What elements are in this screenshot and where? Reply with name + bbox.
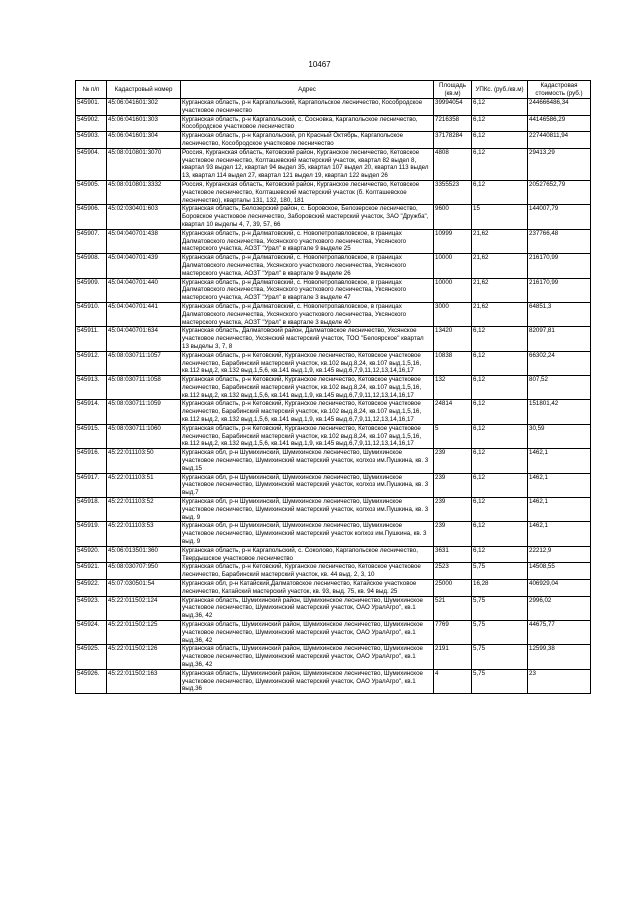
cell-cost: 66302,24 — [528, 351, 591, 375]
cell-upks: 21,62 — [472, 302, 528, 326]
cell-num: 545925. — [76, 645, 107, 669]
table-row — [76, 254, 591, 278]
cell-address: Курганская область, р-н Кетовский, Курганское лесничество, Кетовское участковое лесничество, Барабинский мастерский участок, кв.102 выд.8,24, кв.107 выд.1,5,16, кв.112 выд.2, кв.132 выд.1,5,6, кв.141 выд.1,9, кв.145 выд.6,7,9,11,12,13,14,16,17 — [181, 424, 434, 448]
cell-address: Курганская область, Шумихинский район, Шумихинское лесничество, Шумихинское участковое лесничество, Шумихинский мастерский участок, ОАО УралАгро", кв.1 выд.36, 42 — [181, 621, 434, 645]
cell-cost: 144007,79 — [528, 205, 591, 229]
cell-upks: 21,62 — [472, 254, 528, 278]
cell-cost: 1462,1 — [528, 498, 591, 522]
cell-area: 239 — [434, 449, 472, 473]
cell-cadastral: 45:22:011502:124 — [107, 596, 181, 620]
cell-area: 3631 — [434, 546, 472, 563]
cell-num: 545904. — [76, 148, 107, 180]
cell-cadastral: 45:08:030711:1059 — [107, 400, 181, 424]
cell-cost: 82097,81 — [528, 327, 591, 351]
cell-cadastral: 45:08:010801:3332 — [107, 180, 181, 204]
cell-num: 545909. — [76, 278, 107, 302]
table-header-row — [76, 81, 591, 99]
cell-upks: 6,12 — [472, 522, 528, 546]
cell-area: 239 — [434, 498, 472, 522]
cell-upks: 16,28 — [472, 580, 528, 597]
cell-cadastral: 45:22:011502:126 — [107, 645, 181, 669]
cell-address: Курганская обл, р-н Шумихинский, Шумихинское лесничество, Шумихинское участковое лесничество, Шумихинский мастерский участок, колхоз им.Пушкина, кв. 3 выд.15 — [181, 449, 434, 473]
cell-upks: 6,12 — [472, 148, 528, 180]
cell-address: Россия, Курганская область, Кетовский район, Курганское лесничество, Кетовское участковое лесничество, Колташевский мастерский участок (б. Колташевское лесничество), кварталы 131, 132, 180, 181 — [181, 180, 434, 204]
cell-cost: 30,59 — [528, 424, 591, 448]
table-row — [76, 99, 591, 116]
cell-cost: 1462,1 — [528, 473, 591, 497]
cell-upks: 6,12 — [472, 327, 528, 351]
cell-cadastral: 45:22:011103:52 — [107, 498, 181, 522]
cell-cost: 2996,02 — [528, 596, 591, 620]
table-row — [76, 473, 591, 497]
cell-upks: 6,12 — [472, 99, 528, 116]
cell-cadastral: 45:04:040701:440 — [107, 278, 181, 302]
cell-upks: 6,12 — [472, 400, 528, 424]
cell-address: Курганская область, р-н Кетовский, Курганское лесничество, Кетовское участковое лесничество, Барабинский мастерский участок, кв. 44 выд. 2, 3, 10 — [181, 563, 434, 580]
cell-address: Курганская область, р-н Кетовский, Курганское лесничество, Кетовское участковое лесничество, Барабинский мастерский участок, кв.102 выд.8,24, кв.107 выд.1,5,16, кв.112 выд.2, кв.132 выд.1,5,6, кв.141 выд.1,9, кв.145 выд.6,7,9,11,12,13,14,16,17 — [181, 376, 434, 400]
cell-cost: 22212,9 — [528, 546, 591, 563]
cell-area: 239 — [434, 522, 472, 546]
cell-address: Курганская область, Шумихинский район, Шумихинское лесничество, Шумихинское участковое лесничество, Шумихинский мастерский участок, ОАО УралАгро", кв.1 выд.36, 42 — [181, 645, 434, 669]
cell-cadastral: 45:07:030501:54 — [107, 580, 181, 597]
cell-area: 521 — [434, 596, 472, 620]
cell-address: Курганская область, р-н Каргапольский, с. Сосновка, Каргапольское лесничество, Кособродское участковое лесничество — [181, 115, 434, 132]
cell-area: 10000 — [434, 254, 472, 278]
cell-num: 545910. — [76, 302, 107, 326]
header-area: Площадь (кв.м) — [434, 81, 472, 99]
cell-address: Курганская область, Белозерский район, с. Боровское, Белозерское лесничество, Боровское участковое лесничество, Заборовский мастерский участок, ЗАО "Дружба", квартал 10 выделы 4, 7, 39, 57, 66 — [181, 205, 434, 229]
cell-upks: 6,12 — [472, 180, 528, 204]
cell-upks: 5,75 — [472, 563, 528, 580]
cell-upks: 6,12 — [472, 546, 528, 563]
cell-num: 545916. — [76, 449, 107, 473]
cell-cost: 64851,3 — [528, 302, 591, 326]
cell-address: Курганская область, р-н Далматовский, с. Новопетропавловское, в границах Далматовского лесничества, Уксянского участкового лесничества, Уксянского мастерского участка, АОЗТ "Урал" в квартале 9 выделе 26 — [181, 254, 434, 278]
cell-cost: 12599,38 — [528, 645, 591, 669]
cell-cadastral: 45:08:030711:1058 — [107, 376, 181, 400]
cell-upks: 6,12 — [472, 351, 528, 375]
cell-upks: 21,62 — [472, 229, 528, 253]
cell-area: 239 — [434, 473, 472, 497]
cell-cost: 216170,99 — [528, 278, 591, 302]
header-num: № п/п — [76, 81, 107, 99]
cell-upks: 6,12 — [472, 132, 528, 149]
cell-cadastral: 45:06:041601:303 — [107, 115, 181, 132]
cell-num: 545923. — [76, 596, 107, 620]
cell-address: Курганская область, р-н Кетовский, Курганское лесничество, Кетовское участковое лесничество, Барабинский мастерский участок, кв.102 выд.8,24, кв.107 выд.1,5,16, кв.112 выд.2, кв.132 выд.1,5,6, кв.141 выд.1,9, кв.145 выд.6,7,9,11,12,13,14,16,17 — [181, 351, 434, 375]
table-row — [76, 596, 591, 620]
cell-address: Курганская область, Шумихинский район, Шумихинское лесничество, Шумихинское участковое лесничество, Шумихинский мастерский участок, ОАО УралАгро", кв.1 выд.36, 42 — [181, 596, 434, 620]
cell-cadastral: 45:08:010801:3070 — [107, 148, 181, 180]
header-address: Адрес — [181, 81, 434, 99]
table-row — [76, 546, 591, 563]
cell-num: 545905. — [76, 180, 107, 204]
cell-address: Курганская область, р-н Каргапольский, Каргапольское лесничество, Кособродское участковое лесничество — [181, 99, 434, 116]
cell-upks: 5,75 — [472, 621, 528, 645]
cell-num: 545908. — [76, 254, 107, 278]
table-row — [76, 522, 591, 546]
cell-cost: 44675,77 — [528, 621, 591, 645]
cell-upks: 6,12 — [472, 473, 528, 497]
cell-area: 10838 — [434, 351, 472, 375]
cell-upks: 21,62 — [472, 278, 528, 302]
cell-area: 25000 — [434, 580, 472, 597]
cell-upks: 5,75 — [472, 596, 528, 620]
cell-address: Курганская область, р-н Далматовский, с. Новопетропавловское, в границах Далматовского лесничества, Уксянского участкового лесничества, Уксянского мастерского участка, АОЗТ "Урал" в квартале 9 выделе 25 — [181, 229, 434, 253]
cell-address: Курганская обл, р-н Катайский,Далматовское лесничество, Катайское участковое лесничество, Катайский мастерский участок, кв. 93, выд. 75, кв. 94 выд. 25 — [181, 580, 434, 597]
cell-upks: 6,12 — [472, 424, 528, 448]
table-row — [76, 449, 591, 473]
cell-address: Курганская область, р-н Каргапольский, рп Красный Октябрь, Каргапольское лесничество, Кособродское участковое лесничество — [181, 132, 434, 149]
cell-area: 3355523 — [434, 180, 472, 204]
cell-upks: 6,12 — [472, 498, 528, 522]
cell-cost: 227440811,94 — [528, 132, 591, 149]
cell-cadastral: 45:08:030711:1060 — [107, 424, 181, 448]
cell-address: Курганская область, р-н Далматовский, с. Новопетропавловское, в границах Далматовского лесничества, Уксянского участкового лесничества, Уксянского мастерского участка, АОЗТ "Урал" в квартале 3 выделе 47 — [181, 278, 434, 302]
cell-num: 545914. — [76, 400, 107, 424]
cell-cost: 1462,1 — [528, 449, 591, 473]
table-row — [76, 148, 591, 180]
cell-num: 545920. — [76, 546, 107, 563]
table-row — [76, 229, 591, 253]
table-row — [76, 563, 591, 580]
cell-cadastral: 45:08:030711:1057 — [107, 351, 181, 375]
cell-cost: 244666486,34 — [528, 99, 591, 116]
cell-address: Россия, Курганская область, Кетовский район, Курганское лесничество, Кетовское участковое лесничество, Колташевский мастерский участок, квартал 82 выдел 8, квартал 93 выдел 12, квартал 94 выдел 35, квартал 107 выдел 20, квартал 113 выдел 13, квартал 114 выдел 27, квартал 121 выдел 19, квартал 122 выдел 26 — [181, 148, 434, 180]
cell-area: 10000 — [434, 278, 472, 302]
cell-cost: 151801,42 — [528, 400, 591, 424]
cell-area: 4808 — [434, 148, 472, 180]
cell-area: 7769 — [434, 621, 472, 645]
cell-address: Курганская область, р-н Кетовский, Курганское лесничество, Кетовское участковое лесничество, Барабинский мастерский участок, кв.102 выд.8,24, кв.107 выд.1,5,16, кв.112 выд.2, кв.132 выд.1,5,6, кв.141 выд.1,9, кв.145 выд.6,7,9,11,12,13,14,16,17 — [181, 400, 434, 424]
table-row — [76, 327, 591, 351]
cell-address: Курганская область, Далматовский район, Далматовское лесничество, Уксянское участковое лесничество, Уксянский мастерский участок, ТОО "Белоярское" квартал 13 выделы 3, 7, 8 — [181, 327, 434, 351]
cell-upks: 15 — [472, 205, 528, 229]
table-row — [76, 302, 591, 326]
cell-cost: 23 — [528, 669, 591, 693]
cell-cadastral: 45:22:011103:50 — [107, 449, 181, 473]
cell-area: 10999 — [434, 229, 472, 253]
cell-cost: 237766,48 — [528, 229, 591, 253]
cell-area: 2523 — [434, 563, 472, 580]
cell-upks: 5,75 — [472, 645, 528, 669]
table-row — [76, 580, 591, 597]
cell-cost: 216170,99 — [528, 254, 591, 278]
cell-address: Курганская область, Шумихинский район, Шумихинское лесничество, Шумихинское участковое лесничество, Шумихинский мастерский участок, ОАО УралАгро", кв.1 выд.36 — [181, 669, 434, 693]
cell-num: 545917. — [76, 473, 107, 497]
table-row — [76, 132, 591, 149]
table-row — [76, 205, 591, 229]
cell-cadastral: 45:22:011103:51 — [107, 473, 181, 497]
cell-num: 545922. — [76, 580, 107, 597]
cell-cost: 29413,29 — [528, 148, 591, 180]
cell-num: 545906. — [76, 205, 107, 229]
cell-num: 545921. — [76, 563, 107, 580]
cell-cadastral: 45:04:040701:439 — [107, 254, 181, 278]
table-row — [76, 424, 591, 448]
cell-cadastral: 45:02:030401:603 — [107, 205, 181, 229]
table-row — [76, 400, 591, 424]
cell-area: 132 — [434, 376, 472, 400]
cell-num: 545911. — [76, 327, 107, 351]
cell-cadastral: 45:06:013501:360 — [107, 546, 181, 563]
cell-num: 545902. — [76, 115, 107, 132]
table-row — [76, 180, 591, 204]
cell-cadastral: 45:22:011502:163 — [107, 669, 181, 693]
cell-area: 2191 — [434, 645, 472, 669]
cell-num: 545907. — [76, 229, 107, 253]
cell-num: 545913. — [76, 376, 107, 400]
cell-area: 4 — [434, 669, 472, 693]
cell-area: 24814 — [434, 400, 472, 424]
cell-cost: 406929,04 — [528, 580, 591, 597]
cell-area: 7216358 — [434, 115, 472, 132]
cell-area: 3000 — [434, 302, 472, 326]
cell-cost: 20527652,79 — [528, 180, 591, 204]
cell-area: 37178284 — [434, 132, 472, 149]
cell-cadastral: 45:04:040701:634 — [107, 327, 181, 351]
header-cost: Кадастровая стоимость (руб.) — [528, 81, 591, 99]
cell-num: 545912. — [76, 351, 107, 375]
cell-num: 545918. — [76, 498, 107, 522]
cell-cadastral: 45:22:011502:125 — [107, 621, 181, 645]
cell-cadastral: 45:04:040701:438 — [107, 229, 181, 253]
cell-area: 9600 — [434, 205, 472, 229]
header-cadastral: Кадастровый номер — [107, 81, 181, 99]
cadastral-table — [75, 80, 591, 694]
page-number: 10467 — [308, 60, 331, 69]
cell-cadastral: 45:22:011103:53 — [107, 522, 181, 546]
cell-upks: 5,75 — [472, 669, 528, 693]
header-upks: УПКс. (руб./кв.м) — [472, 81, 528, 99]
cell-cadastral: 45:04:040701:441 — [107, 302, 181, 326]
table-row — [76, 376, 591, 400]
cell-cost: 1462,1 — [528, 522, 591, 546]
table-row — [76, 621, 591, 645]
table-row — [76, 498, 591, 522]
cell-address: Курганская обл, р-н Шумихинский, Шумихинское лесничество, Шумихинское участковое лесничество, Шумихинский мастерский участок колхоз им.Пушкина, кв. 3 выд. 9 — [181, 522, 434, 546]
cell-cadastral: 45:06:041601:302 — [107, 99, 181, 116]
cell-num: 545915. — [76, 424, 107, 448]
cell-area: 13420 — [434, 327, 472, 351]
cell-cost: 44146586,29 — [528, 115, 591, 132]
cell-area: 39994054 — [434, 99, 472, 116]
cell-address: Курганская обл, р-н Шумихинский, Шумихинское лесничество, Шумихинское участковое лесничество, Шумихинский мастерский участок, колхоз им.Пушкина, кв. 3 выд.7 — [181, 473, 434, 497]
cell-upks: 6,12 — [472, 376, 528, 400]
cell-area: 5 — [434, 424, 472, 448]
table-row — [76, 115, 591, 132]
cell-num: 545901. — [76, 99, 107, 116]
cell-num: 545926. — [76, 669, 107, 693]
cell-address: Курганская обл, р-н Шумихинский, Шумихинское лесничество, Шумихинское участковое лесничество, Шумихинский мастерский участок, колхоз им.Пушкина, кв. 3 выд. 9 — [181, 498, 434, 522]
cell-num: 545903. — [76, 132, 107, 149]
cell-upks: 6,12 — [472, 115, 528, 132]
cell-address: Курганская область, р-н Далматовский, с. Новопетропавловское, в границах Далматовского лесничества, Уксянского участкового лесничества, Уксянского мастерского участка, АОЗТ "Урал" в квартале 3 выделе 40 — [181, 302, 434, 326]
cell-cadastral: 45:08:030707:950 — [107, 563, 181, 580]
table-row — [76, 278, 591, 302]
cell-cost: 807,52 — [528, 376, 591, 400]
cell-upks: 6,12 — [472, 449, 528, 473]
cell-num: 545919. — [76, 522, 107, 546]
cell-num: 545924. — [76, 621, 107, 645]
table-row — [76, 645, 591, 669]
cell-cadastral: 45:06:041601:304 — [107, 132, 181, 149]
cell-cost: 14508,55 — [528, 563, 591, 580]
table-row — [76, 351, 591, 375]
table-row — [76, 669, 591, 693]
cell-address: Курганская область, р-н Каргапольский, с. Соколово, Каргапольское лесничество, Твердышское участковое лесничество — [181, 546, 434, 563]
